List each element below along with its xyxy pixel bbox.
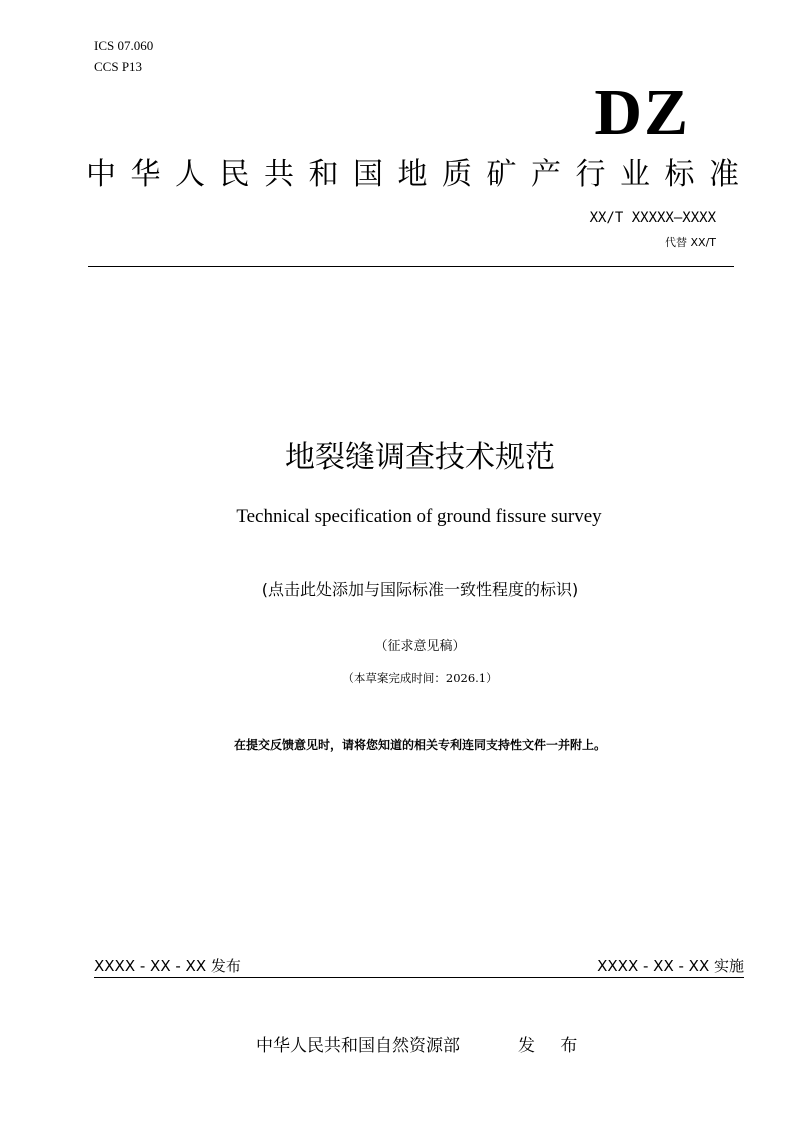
draft-completion-date: （本草案完成时间：2026.1） <box>342 671 498 685</box>
document-title-english: Technical specification of ground fissure survey <box>236 506 602 527</box>
ccs-code: CCS P13 <box>94 59 143 74</box>
footer-divider <box>94 977 744 978</box>
draft-status: （征求意见稿） <box>374 639 466 654</box>
patent-feedback-note: 在提交反馈意见时，请将您知道的相关专利连同支持性文件一并附上。 <box>233 738 606 752</box>
dz-logo: DZ <box>594 76 690 149</box>
standard-category-name: 中华人民共和国地质矿产行业标准 <box>86 157 754 192</box>
replaces-label: 代替 XX/T <box>665 236 716 249</box>
issue-date: XXXX - XX - XX 发布 <box>94 957 241 975</box>
consistency-placeholder[interactable]: (点击此处添加与国际标准一致性程度的标识) <box>261 580 579 599</box>
implementation-date: XXXX - XX - XX 实施 <box>597 957 744 975</box>
ics-code: ICS 07.060 <box>94 38 154 53</box>
document-title-chinese: 地裂缝调查技术规范 <box>285 440 555 475</box>
publisher-name: 中华人民共和国自然资源部 <box>256 1036 460 1056</box>
publish-label: 发 布 <box>518 1036 588 1056</box>
standard-code: XX/T XXXXX—XXXX <box>589 210 716 226</box>
header-divider <box>88 266 734 267</box>
